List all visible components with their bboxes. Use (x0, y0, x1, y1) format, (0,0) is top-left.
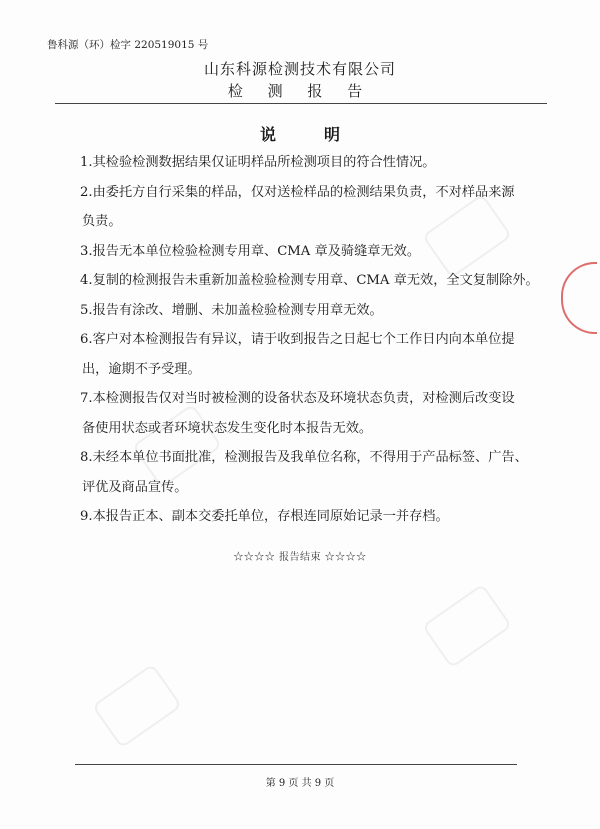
note-continuation: 评优及商品宣传。 (82, 479, 188, 495)
report-end-mark: ☆☆☆☆ 报告结束 ☆☆☆☆ (233, 552, 367, 563)
watermark-logo (92, 663, 182, 748)
note-text: 1.其检验检测数据结果仅证明样品所检测项目的符合性情况。 (80, 155, 436, 170)
report-type-title: 检 测 报 告 (227, 82, 373, 100)
note-continuation: 负责。 (82, 214, 122, 229)
seal-stamp (561, 262, 597, 334)
note-item (80, 296, 550, 326)
company-name: 山东科源检测技术有限公司 (203, 60, 396, 78)
note-text: 3.报告无本单位检验检测专用章、CMA 章及骑缝章无效。 (80, 243, 421, 259)
note-text: 9.本报告正本、副本交委托单位，存根连同原始记录一并存档。 (80, 509, 449, 524)
note-text: 6.客户对本检测报告有异议，请于收到报告之日起七个工作日内向本单位提 (80, 332, 515, 347)
note-item (80, 502, 550, 532)
footer-divider (75, 764, 517, 765)
section-title: 说明 (259, 125, 388, 144)
note-text: 8.未经本单位书面批准，检测报告及我单位名称，不得用于产品标签、广告、 (80, 450, 528, 465)
note-text: 4.复制的检测报告未重新加盖检验检测专用章、CMA 章无效，全文复制除外。 (80, 273, 539, 288)
note-text: 7.本检测报告仅对当时被检测的设备状态及环境状态负责，对检测后改变设 (80, 391, 515, 406)
note-item (80, 325, 550, 384)
note-item (80, 148, 550, 178)
header-divider (55, 103, 547, 104)
report-number: 鲁科源（环）检字 220519015 号 (47, 39, 209, 51)
note-text: 5.报告有涂改、增删、未加盖检验检测专用章无效。 (80, 302, 383, 318)
note-item (80, 266, 550, 296)
note-continuation: 备使用状态或者环境状态发生变化时本报告无效。 (82, 420, 373, 436)
note-text: 2.由委托方自行采集的样品，仅对送检样品的检测结果负责，不对样品来源 (80, 184, 515, 200)
watermark-logo (422, 583, 512, 668)
note-continuation: 出，逾期不予受理。 (82, 361, 201, 377)
page-number: 第 9 页 共 9 页 (265, 778, 335, 789)
